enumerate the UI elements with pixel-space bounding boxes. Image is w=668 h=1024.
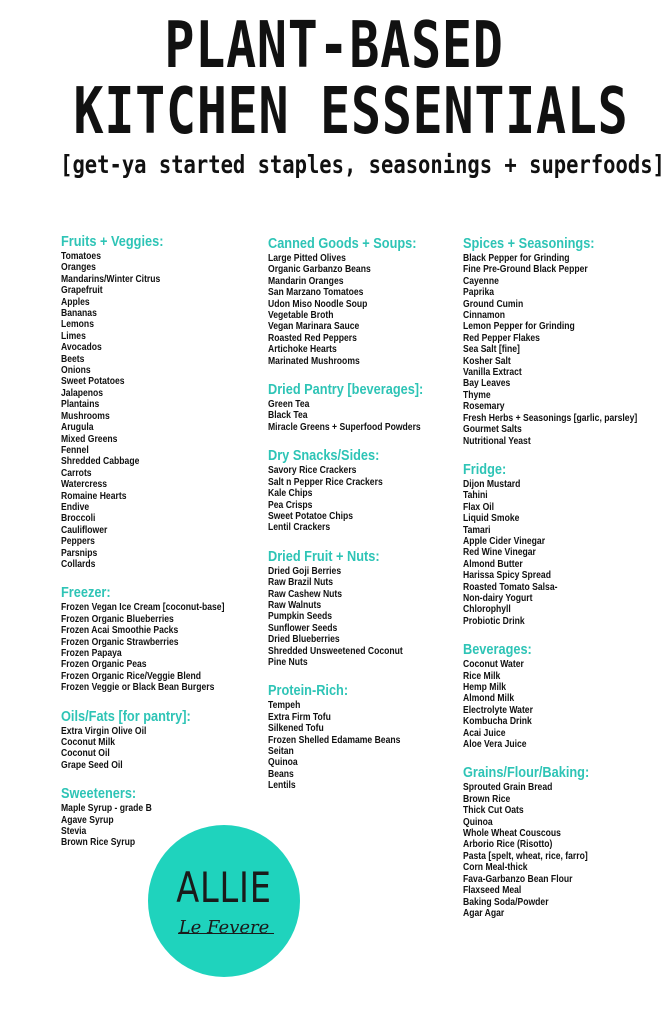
list-item: Flax Oil	[463, 501, 495, 513]
list-item: Baking Soda/Powder	[463, 896, 549, 908]
list-item: Almond Butter	[463, 558, 523, 570]
category-title: Dry Snacks/Sides:	[268, 448, 380, 465]
list-item: Red Pepper Flakes	[463, 332, 540, 344]
list-item: Roasted Red Peppers	[268, 332, 357, 344]
item-list	[61, 602, 261, 693]
list-item: Tahini	[463, 490, 488, 502]
category-section	[61, 709, 261, 772]
list-item: Pine Nuts	[268, 656, 308, 668]
list-item: Fava-Garbanzo Bean Flour	[463, 873, 573, 885]
list-item: Broccoli	[61, 513, 96, 525]
list-item: Pea Crisps	[268, 499, 313, 511]
list-item: Plantains	[61, 399, 100, 411]
list-item: Tempeh	[268, 700, 301, 712]
list-item: Liquid Smoke	[463, 513, 520, 525]
list-item: Maple Syrup - grade B	[61, 803, 152, 815]
list-item: Grapefruit	[61, 285, 103, 297]
list-item: Large Pitted Olives	[268, 253, 346, 264]
list-item: Sweet Potatoes	[61, 376, 125, 388]
list-item: Harissa Spicy Spread	[463, 570, 551, 582]
column-right	[463, 236, 663, 934]
item-list	[463, 479, 663, 627]
list-item: Hemp Milk	[463, 682, 507, 693]
list-item: Thyme	[463, 389, 491, 401]
list-item: Acai Juice	[463, 727, 506, 739]
list-item: Roasted Tomato Salsa-	[463, 581, 558, 593]
item-list	[268, 700, 468, 791]
list-item: Kale Chips	[268, 488, 313, 500]
list-item: Limes	[61, 330, 86, 342]
list-item: Frozen Organic Rice/Veggie Blend	[61, 670, 202, 682]
list-item: Raw Brazil Nuts	[268, 577, 333, 589]
list-item: Oranges	[61, 262, 96, 274]
list-item: Nutritional Yeast	[463, 435, 531, 447]
list-item: Almond Milk	[463, 693, 515, 705]
column-middle	[268, 236, 468, 807]
list-item: Marinated Mushrooms	[268, 355, 360, 367]
list-item: Non-dairy Yogurt	[463, 592, 533, 604]
list-item: Agave Syrup	[61, 814, 114, 826]
list-item: Probiotic Drink	[463, 615, 525, 627]
category-title: Canned Goods + Soups:	[268, 236, 417, 252]
list-item: Vegan Marinara Sauce	[268, 321, 360, 333]
item-list	[268, 566, 468, 669]
item-list	[268, 253, 468, 367]
list-item: Tomatoes	[61, 251, 101, 262]
list-item: Rice Milk	[463, 670, 501, 682]
item-list	[463, 253, 663, 447]
list-item: Cinnamon	[463, 310, 506, 322]
list-item: Raw Walnuts	[268, 599, 322, 611]
list-item: Mandarins/Winter Citrus	[61, 273, 161, 285]
list-item: Organic Garbanzo Beans	[268, 264, 371, 276]
list-item: Kosher Salt	[463, 355, 511, 367]
category-section	[268, 236, 468, 367]
list-item: Quinoa	[268, 757, 298, 769]
list-item: Arborio Rice (Risotto)	[463, 839, 553, 851]
list-item: Extra Virgin Olive Oil	[61, 725, 147, 737]
category-title: Sweeteners:	[61, 786, 137, 803]
list-item: Kombucha Drink	[463, 716, 532, 728]
list-item: Frozen Acai Smoothie Packs	[61, 625, 179, 637]
list-item: Endive	[61, 501, 90, 513]
page-subtitle: [get-ya started staples, seasonings + superfoods]	[60, 150, 665, 179]
list-item: Pumpkin Seeds	[268, 611, 333, 623]
list-item: Grape Seed Oil	[61, 759, 123, 771]
list-item: Mixed Greens	[61, 433, 118, 445]
list-item: Fresh Herbs + Seasonings [garlic, parsley]	[463, 412, 638, 424]
logo-name: ALLIE	[176, 863, 272, 912]
list-item: Dried Blueberries	[268, 634, 340, 646]
list-item: Brown Rice Syrup	[61, 837, 136, 849]
list-item: Apple Cider Vinegar	[463, 535, 546, 547]
item-list	[61, 726, 261, 772]
list-item: Seitan	[268, 746, 294, 757]
list-item: Miracle Greens + Superfood Powders	[268, 421, 421, 433]
list-item: Agar Agar	[463, 907, 505, 919]
list-item: Paprika	[463, 287, 495, 299]
category-section	[268, 382, 468, 433]
category-section	[268, 549, 468, 669]
list-item: Watercress	[61, 479, 108, 491]
list-item: Thick Cut Oats	[463, 805, 524, 817]
page-title-line1: PLANT-BASED	[164, 9, 504, 83]
list-item: Beans	[268, 768, 294, 780]
list-item: Cayenne	[463, 275, 499, 287]
item-list	[268, 465, 468, 533]
list-item: Jalapenos	[61, 387, 104, 399]
list-item: Carrots	[61, 467, 92, 479]
list-item: Coconut Milk	[61, 737, 115, 749]
list-item: Frozen Organic Blueberries	[61, 613, 174, 625]
category-title: Protein-Rich:	[268, 683, 349, 700]
category-section	[463, 765, 663, 919]
item-list	[463, 659, 663, 750]
list-item: Stevia	[61, 826, 87, 838]
list-item: Red Wine Vinegar	[463, 547, 536, 559]
list-item: Sprouted Grain Bread	[463, 782, 553, 794]
list-item: Black Tea	[268, 410, 308, 422]
list-item: Shredded Cabbage	[61, 456, 140, 468]
column-left	[61, 234, 261, 864]
list-item: Coconut Water	[463, 659, 524, 671]
list-item: Parsnips	[61, 547, 98, 559]
category-section	[463, 642, 663, 750]
list-item: Tamari	[463, 524, 491, 536]
list-item: Mandarin Oranges	[268, 275, 344, 287]
list-item: Romaine Hearts	[61, 490, 127, 502]
list-item: Artichoke Hearts	[268, 344, 337, 356]
category-title: Grains/Flour/Baking:	[463, 765, 590, 782]
list-item: Frozen Shelled Edamame Beans	[268, 734, 401, 746]
list-item: Green Tea	[268, 399, 310, 411]
category-title: Oils/Fats [for pantry]:	[61, 708, 191, 725]
list-item: Lemon Pepper for Grinding	[463, 321, 575, 333]
list-item: Ground Cumin	[463, 298, 524, 310]
list-item: Fine Pre-Ground Black Pepper	[463, 264, 588, 276]
list-item: Beets	[61, 353, 85, 365]
brand-logo	[148, 825, 300, 977]
list-item: Mushrooms	[61, 410, 110, 422]
category-section	[268, 448, 468, 533]
list-item: Brown Rice	[463, 793, 511, 805]
list-item: Shredded Unsweetened Coconut	[268, 645, 403, 657]
list-item: Frozen Organic Peas	[61, 659, 147, 671]
category-section	[61, 585, 261, 693]
list-item: Bananas	[61, 308, 97, 320]
list-item: Extra Firm Tofu	[268, 711, 331, 723]
page-title-line2: KITCHEN ESSENTIALS	[73, 75, 629, 149]
list-item: Frozen Veggie or Black Bean Burgers	[61, 682, 215, 694]
list-item: Lemons	[61, 319, 94, 331]
list-item: Coconut Oil	[61, 748, 110, 760]
item-list	[61, 251, 261, 570]
logo-script-text: Le Fevere	[178, 917, 270, 938]
item-list	[463, 782, 663, 919]
list-item: Fennel	[61, 444, 89, 456]
list-item: Arugula	[61, 422, 94, 434]
category-title: Fridge:	[463, 461, 507, 478]
list-item: San Marzano Tomatoes	[268, 287, 364, 299]
category-title: Beverages:	[463, 642, 532, 659]
list-item: Cauliflower	[61, 524, 108, 536]
list-item: Silkened Tofu	[268, 723, 324, 735]
list-item: Raw Cashew Nuts	[268, 588, 343, 600]
list-item: Frozen Organic Strawberries	[61, 636, 179, 648]
category-title: Freezer:	[61, 585, 111, 602]
list-item: Vegetable Broth	[268, 310, 334, 322]
list-item: Dried Goji Berries	[268, 565, 342, 577]
category-section	[268, 683, 468, 791]
category-section	[463, 236, 663, 447]
list-item: Apples	[61, 296, 90, 308]
list-item: Flaxseed Meal	[463, 885, 522, 897]
category-section	[61, 234, 261, 570]
list-item: Aloe Vera Juice	[463, 739, 527, 751]
list-item: Corn Meal-thick	[463, 862, 528, 874]
list-item: Whole Wheat Couscous	[463, 828, 561, 840]
list-item: Pasta [spelt, wheat, rice, farro]	[463, 850, 588, 862]
list-item: Lentil Crackers	[268, 522, 331, 534]
list-item: Sea Salt [fine]	[463, 344, 520, 356]
category-title: Dried Fruit + Nuts:	[268, 548, 380, 565]
category-title: Fruits + Veggies:	[61, 234, 164, 250]
list-item: Udon Miso Noodle Soup	[268, 298, 368, 310]
list-item: Frozen Papaya	[61, 648, 122, 659]
list-item: Sunflower Seeds	[268, 622, 338, 634]
list-item: Sweet Potatoe Chips	[268, 510, 354, 522]
list-item: Lentils	[268, 780, 296, 792]
item-list	[268, 399, 468, 433]
category-title: Dried Pantry [beverages]:	[268, 382, 424, 399]
list-item: Electrolyte Water	[463, 704, 533, 716]
list-item: Quinoa	[463, 816, 493, 828]
category-section	[463, 462, 663, 627]
list-item: Salt n Pepper Rice Crackers	[268, 476, 383, 488]
list-item: Savory Rice Crackers	[268, 465, 357, 477]
list-item: Vanilla Extract	[463, 367, 522, 379]
list-item: Peppers	[61, 536, 95, 548]
list-item: Onions	[61, 365, 91, 377]
list-item: Rosemary	[463, 401, 505, 413]
list-item: Black Pepper for Grinding	[463, 253, 570, 264]
list-item: Gourmet Salts	[463, 424, 522, 436]
list-item: Avocados	[61, 342, 102, 354]
list-item: Collards	[61, 558, 96, 570]
page-header	[0, 9, 668, 179]
list-item: Bay Leaves	[463, 378, 511, 390]
list-item: Frozen Vegan Ice Cream [coconut-base]	[61, 602, 225, 614]
list-item: Chlorophyll	[463, 604, 511, 616]
list-item: Dijon Mustard	[463, 478, 521, 490]
category-title: Spices + Seasonings:	[463, 236, 595, 252]
